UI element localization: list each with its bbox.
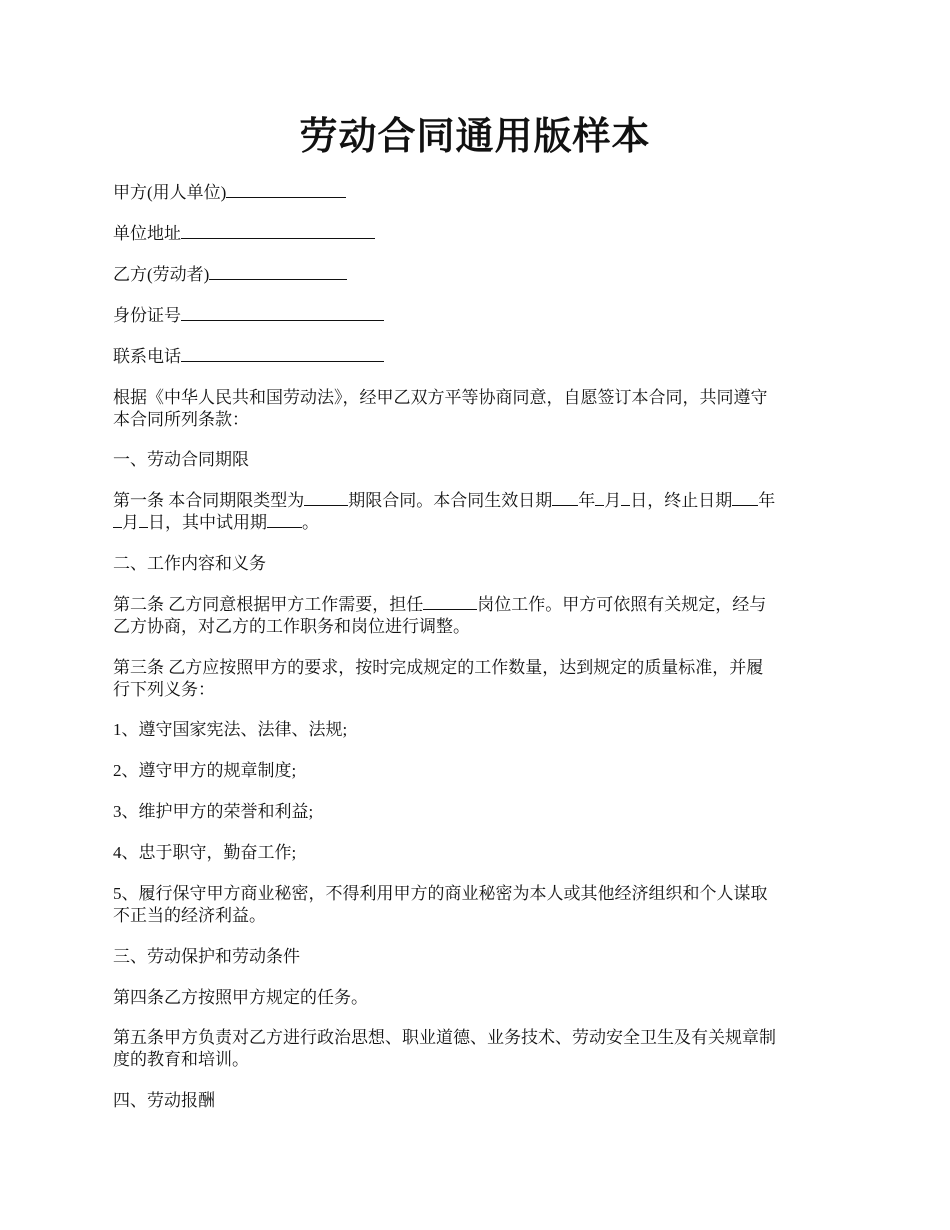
field-employer-label: 甲方(用人单位) <box>113 183 227 202</box>
start-year-blank[interactable] <box>552 490 578 506</box>
field-phone-label: 联系电话 <box>113 347 181 366</box>
field-employer <box>113 181 838 204</box>
probation-blank[interactable] <box>267 512 302 528</box>
end-day-blank[interactable] <box>139 512 148 528</box>
duty-item-1: 1、遵守国家宪法、法律、法规; <box>113 720 348 739</box>
duty-item-2: 2、遵守甲方的规章制度; <box>113 761 297 780</box>
end-month-blank[interactable] <box>113 512 122 528</box>
field-phone <box>113 345 838 368</box>
duty-item-5-line-2: 不正当的经济利益。 <box>113 906 266 925</box>
start-day-blank[interactable] <box>621 490 630 506</box>
article-1-text-f: 年 <box>758 491 776 510</box>
end-year-blank[interactable] <box>732 490 758 506</box>
article-2-text-b: 岗位工作。甲方可依照有关规定，经与 <box>477 595 767 614</box>
duty-item-4: 4、忠于职守，勤奋工作; <box>113 843 297 862</box>
field-employee-blank[interactable] <box>209 264 347 280</box>
field-address <box>113 222 838 245</box>
intro-line-2: 本合同所列条款： <box>113 410 249 429</box>
position-blank[interactable] <box>423 594 477 610</box>
field-id-number-blank[interactable] <box>181 305 384 321</box>
article-1-line-2 <box>113 511 838 534</box>
field-employee <box>113 263 838 286</box>
field-id-number <box>113 304 838 327</box>
article-1-text-h: 日，其中试用期 <box>148 513 267 532</box>
duty-item-5-line-1: 5、履行保守甲方商业秘密，不得利用甲方的商业秘密为本人或其他经济组织和个人谋取 <box>113 884 768 903</box>
article-2-line-1 <box>113 593 838 616</box>
field-employee-label: 乙方(劳动者) <box>113 265 210 284</box>
article-1-text-e: 日，终止日期 <box>630 491 733 510</box>
article-4: 第四条乙方按照甲方规定的任务。 <box>113 988 368 1007</box>
duty-item-3: 3、维护甲方的荣誉和利益; <box>113 802 314 821</box>
section-heading-term: 一、劳动合同期限 <box>113 450 249 469</box>
field-address-blank[interactable] <box>181 223 375 239</box>
field-phone-blank[interactable] <box>181 346 384 362</box>
article-1-text-c: 年 <box>578 491 596 510</box>
article-1-text-i: 。 <box>302 513 319 532</box>
start-month-blank[interactable] <box>595 490 604 506</box>
article-1-line-1 <box>113 489 838 512</box>
contract-type-blank[interactable] <box>304 490 348 506</box>
document-title: 劳动合同通用版样本 <box>299 113 651 158</box>
intro-line-1: 根据《中华人民共和国劳动法》，经甲乙双方平等协商同意，自愿签订本合同，共同遵守 <box>113 388 768 407</box>
article-3-line-2: 行下列义务： <box>113 680 215 699</box>
section-heading-duties: 二、工作内容和义务 <box>113 554 266 573</box>
article-1-text-g: 月 <box>122 513 139 532</box>
article-5-line-2: 度的教育和培训。 <box>113 1050 249 1069</box>
article-1-text-d: 月 <box>604 491 622 510</box>
article-3-line-1: 第三条 乙方应按照甲方的要求，按时完成规定的工作数量，达到规定的质量标准，并履 <box>113 658 764 677</box>
article-1-text-b: 期限合同。本合同生效日期 <box>348 491 553 510</box>
article-2-text-a: 第二条 乙方同意根据甲方工作需要，担任 <box>113 595 424 614</box>
article-1-text-a: 第一条 本合同期限类型为 <box>113 491 305 510</box>
field-address-label: 单位地址 <box>113 224 181 243</box>
section-heading-pay: 四、劳动报酬 <box>113 1091 215 1110</box>
field-employer-blank[interactable] <box>226 182 346 198</box>
section-heading-protection: 三、劳动保护和劳动条件 <box>113 947 300 966</box>
article-5-line-1: 第五条甲方负责对乙方进行政治思想、职业道德、业务技术、劳动安全卫生及有关规章制 <box>113 1028 776 1047</box>
field-id-number-label: 身份证号 <box>113 306 181 325</box>
article-2-line-2: 乙方协商，对乙方的工作职务和岗位进行调整。 <box>113 617 470 636</box>
